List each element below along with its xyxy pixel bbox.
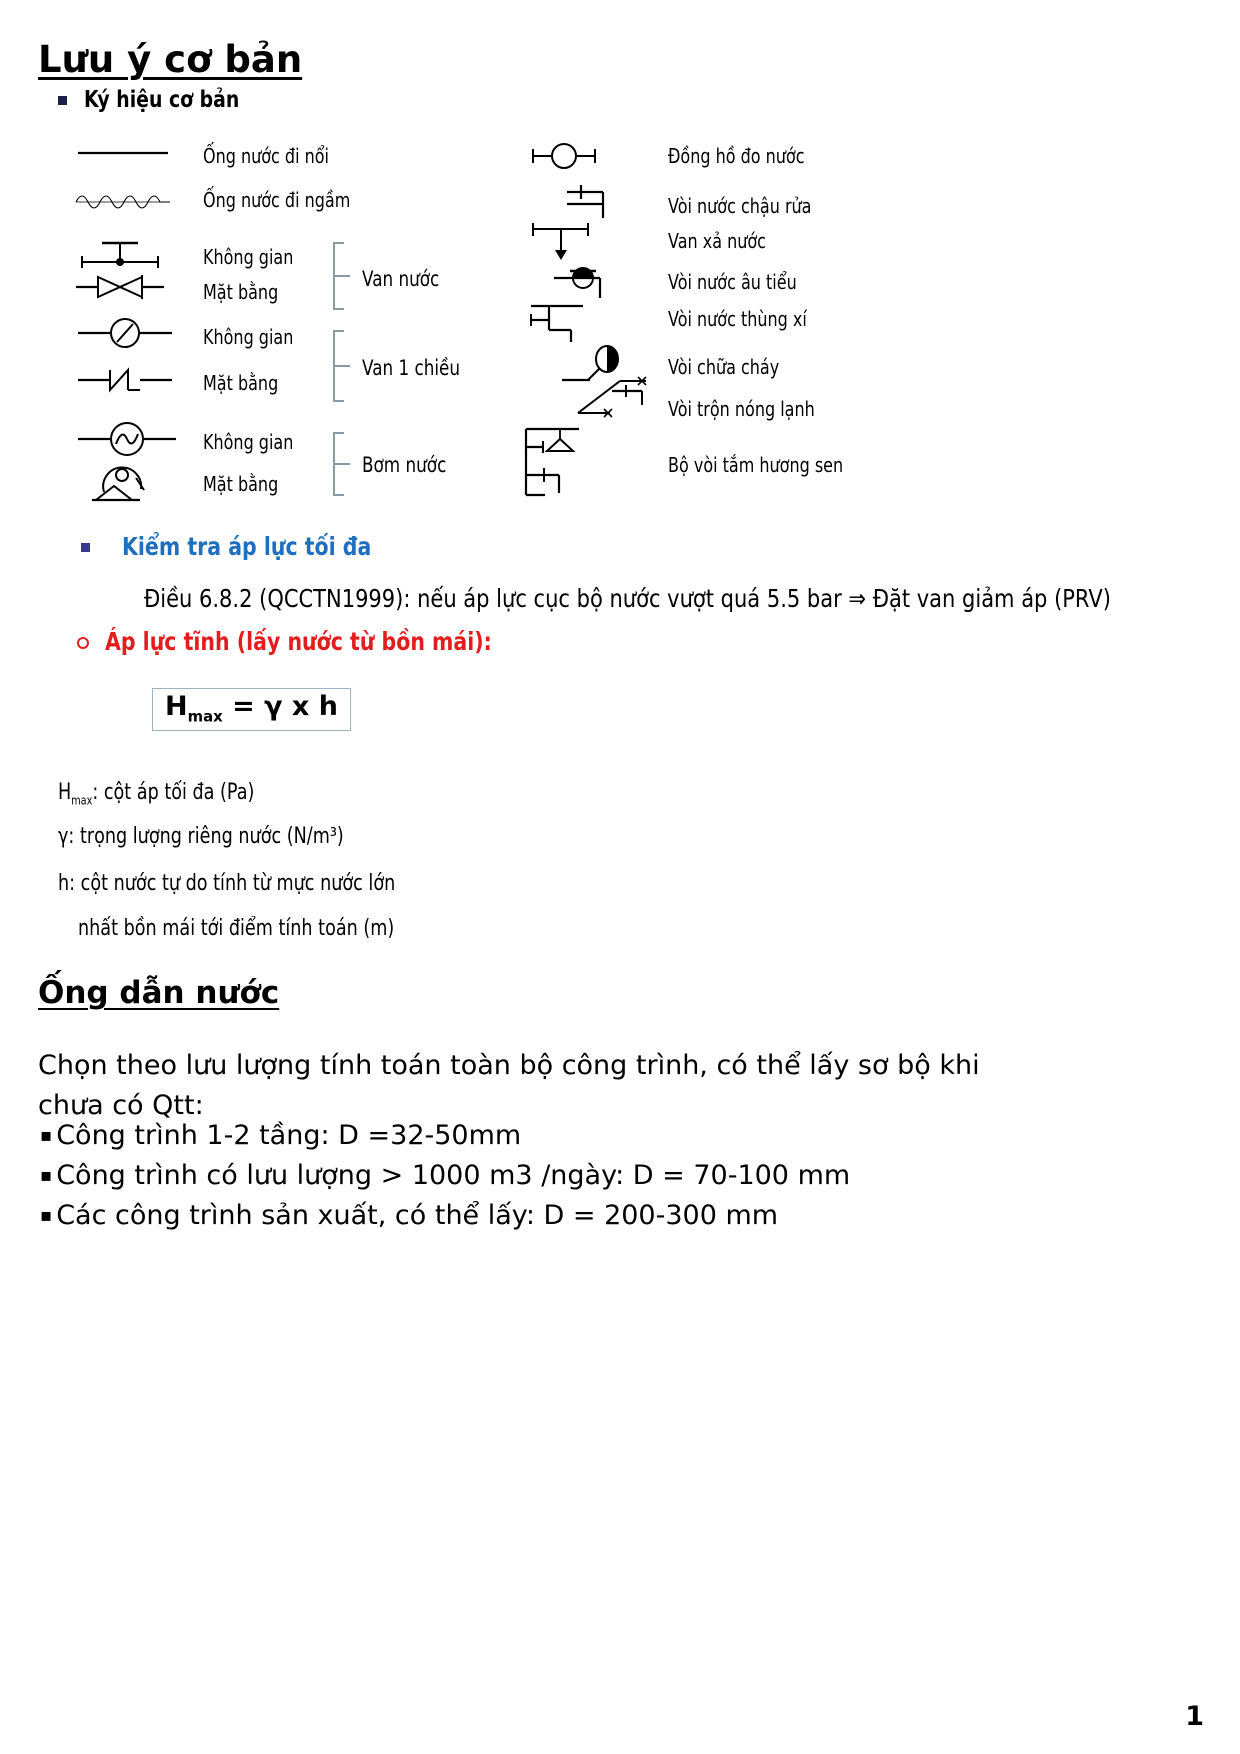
- lavatory-faucet-icon: [557, 180, 617, 222]
- gate-valve-plan-icon: [76, 272, 164, 302]
- shower-set-icon: [523, 425, 603, 497]
- pipe-section-title: Ống dẫn nước: [38, 975, 280, 1011]
- hot-cold-mixer-icon: [576, 373, 662, 419]
- static-head-heading: Áp lực tĩnh (lấy nước từ bồn mái):: [105, 627, 492, 656]
- pipe-bullet-0: [40, 1120, 521, 1151]
- group-brace-2: [330, 330, 352, 402]
- pump-elevation-icon: [78, 422, 176, 456]
- pressure-check-heading: Kiểm tra áp lực tối đa: [122, 532, 372, 561]
- legend-label-right-3: Vòi nước âu tiểu: [668, 270, 797, 294]
- group-label-2: Bơm nước: [362, 453, 447, 477]
- formula-rhs: = γ x h: [222, 691, 338, 722]
- pipe-bullet-text-2: Các công trình sản xuất, có thể lấy: D = 200-300 mm: [56, 1200, 779, 1231]
- bullet-square-pressure: [81, 543, 90, 552]
- bullet-dot-1: ▪: [40, 1165, 53, 1186]
- wavy-pipe-line-icon: [76, 188, 170, 208]
- definition-symbol-0: H: [58, 780, 72, 805]
- formula-lhs-subscript: max: [187, 707, 223, 726]
- definition-text-3: nhất bồn mái tới điểm tính toán (m): [78, 916, 395, 941]
- pipe-bullet-1: [40, 1160, 850, 1191]
- definition-3: [78, 916, 394, 941]
- legend-label-right-7: Bộ vòi tắm hương sen: [668, 453, 844, 477]
- definition-text-2: : cột nước tự do tính từ mực nước lớn: [69, 871, 396, 896]
- definition-0: [58, 780, 254, 807]
- definition-symbol-2: h: [58, 871, 70, 896]
- definition-symbol-1: γ: [58, 824, 69, 849]
- symbol-legend: [0, 0, 1240, 520]
- legend-label-right-6: Vòi trộn nóng lạnh: [668, 397, 815, 421]
- group-brace-3: [330, 432, 352, 496]
- drain-valve-icon: [530, 222, 594, 262]
- legend-label-right-4: Vòi nước thùng xí: [668, 307, 807, 331]
- check-valve-elevation-icon: [78, 318, 172, 348]
- legend-label-right-5: Vòi chữa cháy: [668, 355, 780, 379]
- legend-label-left-0: Ống nước đi nổi: [203, 144, 329, 168]
- check-valve-plan-icon: [78, 366, 172, 394]
- group-label-1: Van 1 chiều: [362, 356, 461, 380]
- legend-label-left-2: Không gian: [203, 245, 294, 269]
- gate-valve-elevation-icon: [80, 238, 160, 272]
- page-number: 1: [1185, 1701, 1204, 1732]
- pipe-section-paragraph: Chọn theo lưu lượng tính toán toàn bộ công trình, có thể lấy sơ bộ khi chưa có Qtt:: [38, 1050, 980, 1121]
- definition-text-0: : cột áp tối đa (Pa): [92, 780, 255, 805]
- pump-plan-icon: [88, 458, 164, 506]
- legend-label-right-1: Vòi nước chậu rửa: [668, 194, 812, 218]
- legend-label-right-2: Van xả nước: [668, 229, 766, 253]
- group-label-0: Van nước: [362, 267, 440, 291]
- bullet-dot-2: ▪: [40, 1205, 53, 1226]
- straight-pipe-line-icon: [78, 148, 168, 158]
- pipe-bullet-text-0: Công trình 1-2 tầng: D =32-50mm: [56, 1120, 522, 1151]
- pipe-bullet-text-1: Công trình có lưu lượng > 1000 m3 /ngày: D = 70-100 mm: [56, 1160, 851, 1191]
- bullet-dot-0: ▪: [40, 1125, 53, 1146]
- formula-lhs: H: [165, 691, 188, 722]
- formula-box: [152, 688, 351, 731]
- water-meter-icon: [531, 142, 597, 170]
- page-title: Lưu ý cơ bản: [38, 38, 303, 81]
- legend-label-left-3: Mặt bằng: [203, 280, 279, 304]
- legend-label-left-7: Mặt bằng: [203, 472, 279, 496]
- definition-text-1: : trọng lượng riêng nước (N/m³): [68, 824, 344, 849]
- definition-2: [58, 871, 395, 896]
- urinal-faucet-icon: [552, 262, 624, 302]
- definition-1: [58, 824, 344, 849]
- legend-label-left-1: Ống nước đi ngầm: [203, 188, 351, 212]
- definition-subscript-0: max: [71, 793, 93, 808]
- legend-label-left-5: Mặt bằng: [203, 371, 279, 395]
- legend-label-left-4: Không gian: [203, 325, 294, 349]
- symbols-heading: Ký hiệu cơ bản: [84, 87, 240, 113]
- bullet-circle-static-head: [77, 637, 89, 649]
- pressure-rule-text: Điều 6.8.2 (QCCTN1999): nếu áp lực cục bộ nước vượt quá 5.5 bar ⇒ Đặt van giảm áp (PRV): [144, 584, 1111, 613]
- legend-label-left-6: Không gian: [203, 430, 294, 454]
- legend-label-right-0: Đồng hồ đo nước: [668, 144, 805, 168]
- pipe-bullet-2: [40, 1200, 778, 1231]
- group-brace-1: [330, 242, 352, 310]
